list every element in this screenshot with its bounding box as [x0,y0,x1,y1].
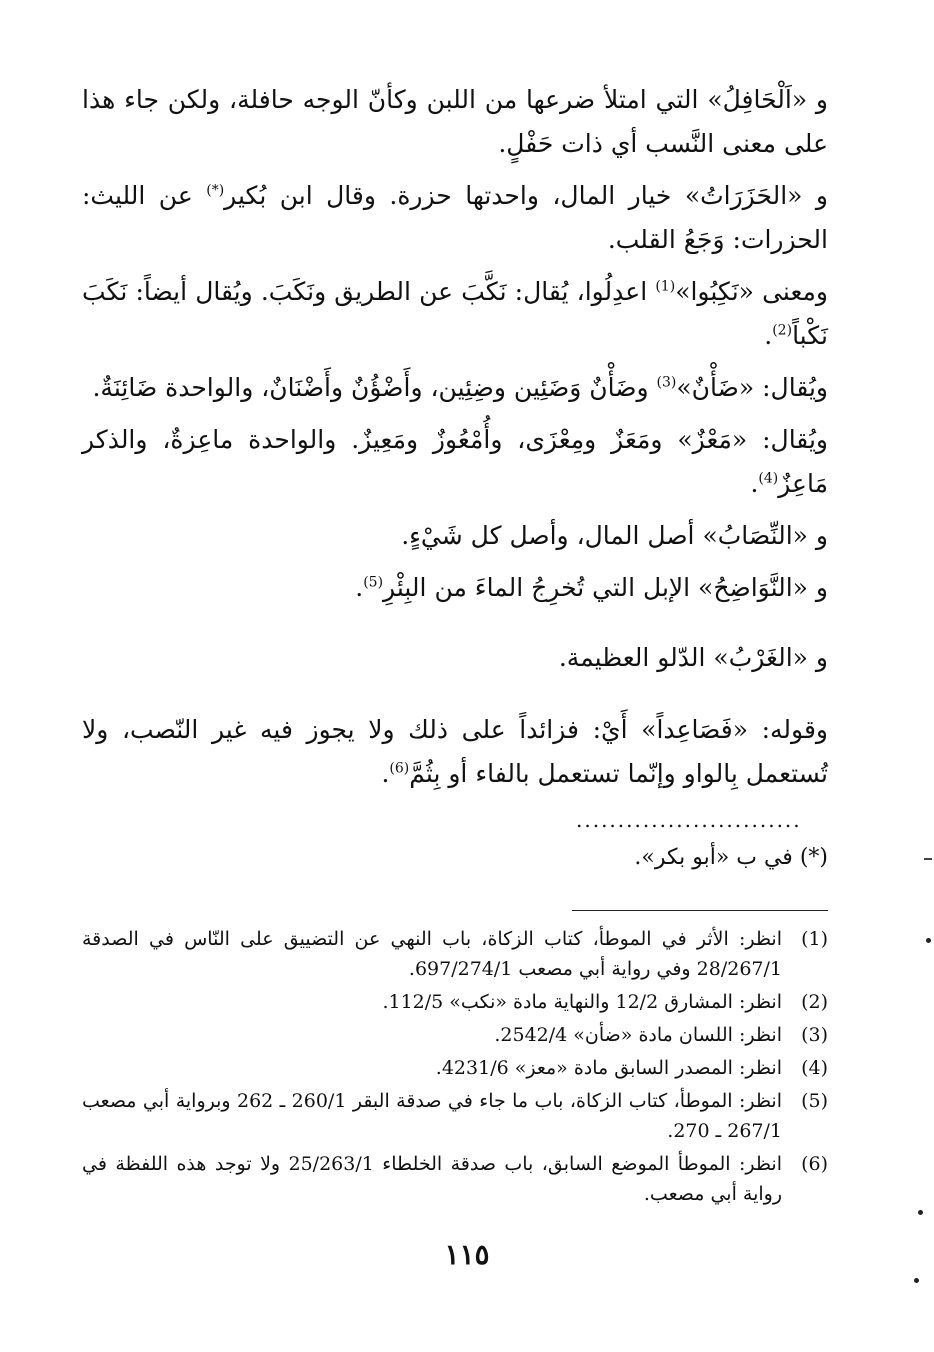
footnote-rule [572,910,828,911]
footnote-ref-6[interactable]: (6) [389,760,410,777]
footnote-ref-4[interactable]: (4) [758,470,779,487]
page-number: ١١٥ [444,1238,490,1271]
scan-mark [924,858,932,860]
footnote-text: انظر: المصدر السابق مادة «معز» 4231/6. [435,1057,782,1079]
paragraph-nakibu [82,270,828,358]
footnote-text: انظر: الأثر في الموطأ، كتاب الزكاة، باب النهي عن التضييق على النّاس في الصدقة 28/267/1 وفي رواية أبي مصعب 697/274/1. [82,928,782,980]
text-nakibu-end: . [764,321,773,350]
footnote-text: انظر: اللسان مادة «ضأن» 2542/4. [494,1024,782,1046]
text-nisab: و «النِّصَابُ» أصل المال، وأصل كل شَيْءٍ. [401,521,828,550]
paragraph-hafil [82,78,828,166]
text-hazarat: و «الحَزَرَاتُ» خيار المال، واحدتها حزرة. وقال ابن بُكير [224,181,829,210]
text-fasaidan: وقوله: «فَصَاعِداً» أَيْ: فزائداً على ذلك ولا يجوز فيه غير النّصب، ولا تُستعمل بِالواو وإنّما تستعمل بالفاء أو بِثُمَّ [82,715,828,788]
paragraph-maaz [82,418,828,506]
paragraph-daan [82,366,828,410]
footnote-text: انظر: الموطأ الموضع السابق، باب صدقة الخلطاء 25/263/1 ولا توجد هذه اللفظة في رواية أبي مصعب. [82,1153,782,1205]
footnote-text: انظر: المشارق 12/2 والنهاية مادة «نكب» 112/5. [382,991,782,1013]
paragraph-hazarat [82,174,828,262]
footnote-number: (5) [801,1090,828,1112]
text-nawadih: و «النَّوَاضِحُ» الإبل التي تُخرِجُ الماءَ من البِئْرِ [383,573,828,602]
footnote-text: انظر: الموطأ، كتاب الزكاة، باب ما جاء في صدقة البقر 260/1 ـ 262 وبرواية أبي مصعب 267/1 ـ 270. [82,1090,782,1142]
text-daan: ويُقال: «ضَأْنٌ» [676,373,828,402]
scan-mark [914,1278,919,1283]
footnote-number: (3) [801,1024,828,1046]
footnote-ref-1[interactable]: (1) [655,278,676,295]
text-maaz-end: . [750,469,759,498]
footnote-ref-5[interactable]: (5) [363,574,384,591]
footnote-ref-3[interactable]: (3) [656,374,677,391]
text-maaz: ويُقال: «مَعْزٌ» ومَعَزٌ ومِعْزَى، وأُمْعُوزٌ ومَعِيزٌ. والواحدة ماعِزةٌ، والذكر مَاعِزٌ [82,425,828,498]
star-note: (*) في ب «أبو بكر». [634,845,828,870]
footnote-item-1 [82,924,828,984]
text-gharb: و «الغَرْبُ» الدّلو العظيمة. [558,643,828,672]
footnote-ref-2[interactable]: (2) [772,322,793,339]
footnote-number: (6) [801,1153,828,1175]
text-hafil: و «اَلْحَافِلُ» التي امتلأ ضرعها من اللبن وكأنّ الوجه حافلة، ولكن جاء هذا على معنى النَّسب أي ذات حَفْلٍ. [82,85,828,158]
paragraph-nisab [82,514,828,558]
text-nawadih-end: . [355,573,364,602]
text-nakibu-cont: اعدِلُوا، يُقال: نَكَّبَ عن الطريق ونَكَبَ. ويُقال أيضاً: نَكَبَ نَكْباً [82,277,828,350]
main-text [82,78,828,804]
text-hazarat-cont: عن الليث: الحزرات: وَجَعُ القلب. [82,181,828,254]
paragraph-nawadih [82,566,828,610]
footnote-item-4 [82,1053,828,1083]
paragraph-fasaidan [82,708,828,796]
footnote-item-2 [82,987,828,1017]
footnote-ref-star[interactable]: (*) [206,182,225,199]
text-daan-cont: وضَأْنٌ وَضَئِين وضِئِين، وأَضْؤُنٌ وأَضْنَانٌ، والواحدة ضَائِنَةٌ. [92,373,649,402]
footnote-item-6 [82,1149,828,1209]
footnote-number: (2) [801,991,828,1013]
footnote-item-3 [82,1020,828,1050]
footnotes [82,924,828,1212]
text-fasaidan-end: . [381,759,390,788]
scan-mark [918,1210,923,1215]
scan-mark [926,938,931,943]
footnote-number: (1) [801,928,828,950]
dotted-separator: ........................... [576,810,802,830]
footnote-item-5 [82,1086,828,1146]
paragraph-gharb [82,636,828,680]
footnote-number: (4) [801,1057,828,1079]
text-nakibu: ومعنى «نَكِبُوا» [675,277,828,306]
